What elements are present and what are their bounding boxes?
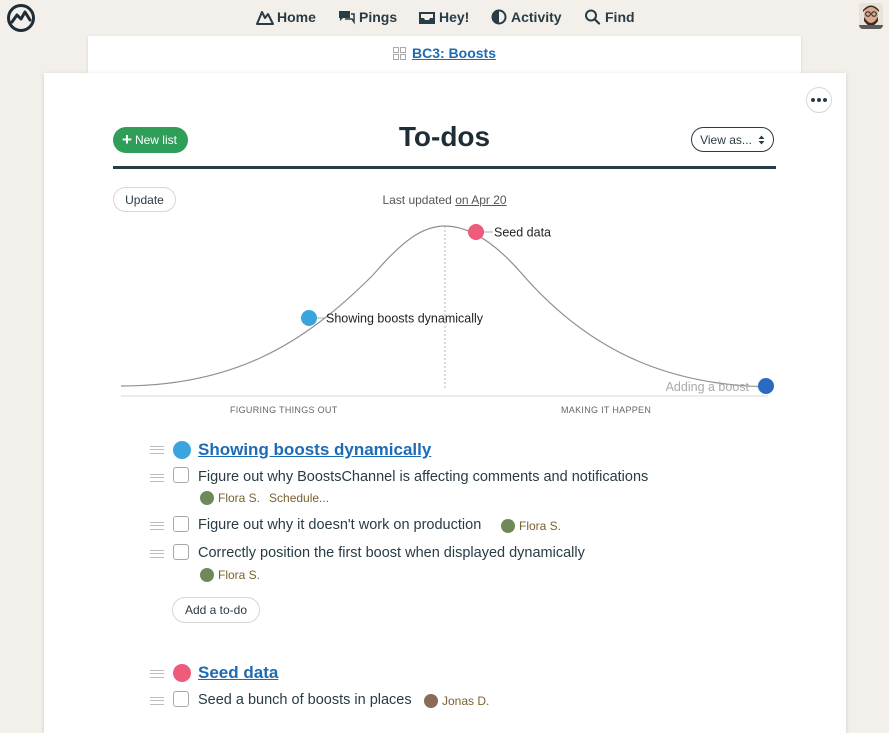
last-updated-prefix: Last updated — [382, 193, 452, 207]
schedule-link[interactable]: Schedule... — [269, 491, 330, 505]
drag-handle-icon[interactable] — [150, 522, 164, 530]
activity-icon — [490, 9, 508, 25]
drag-handle-icon[interactable] — [150, 550, 164, 558]
dot-icon — [823, 98, 827, 102]
todo-meta — [200, 491, 329, 505]
breadcrumb-project-link[interactable]: BC3: Boosts — [411, 45, 496, 61]
todo-meta — [501, 519, 561, 533]
hill-axis-right-label: MAKING IT HAPPEN — [561, 405, 652, 415]
nav-pings[interactable] — [338, 6, 397, 28]
hill-point-dot — [301, 310, 317, 326]
update-label: Update — [125, 192, 164, 207]
hill-point-label: Showing boosts dynamically — [326, 311, 484, 326]
avatar — [424, 694, 438, 708]
list-color-dot — [173, 664, 191, 682]
hill-point-dot — [758, 378, 774, 394]
add-todo-button[interactable] — [172, 597, 260, 623]
breadcrumb — [0, 45, 889, 61]
hill-point[interactable] — [468, 224, 551, 240]
avatar — [200, 568, 214, 582]
nav-hey-label: Hey! — [439, 9, 470, 25]
page-title: To-dos — [398, 121, 491, 152]
chevron-updown-icon — [758, 135, 765, 145]
nav-activity[interactable] — [490, 6, 562, 28]
search-icon — [584, 9, 602, 25]
todo-checkbox[interactable] — [173, 544, 189, 560]
todo-meta — [424, 694, 489, 708]
user-avatar[interactable] — [859, 3, 883, 29]
last-updated — [0, 193, 889, 207]
dot-icon — [811, 98, 815, 102]
hill-point[interactable] — [666, 378, 774, 394]
nav-home-label: Home — [277, 9, 316, 25]
nav-pings-label: Pings — [359, 9, 398, 25]
last-updated-date-link[interactable]: on Apr 20 — [455, 193, 507, 207]
list-color-dot — [173, 441, 191, 459]
home-icon — [256, 9, 274, 25]
todos-card — [44, 73, 846, 733]
hill-axis-left-label: FIGURING THINGS OUT — [230, 405, 338, 415]
todo-checkbox[interactable] — [173, 691, 189, 707]
new-list-label: New list — [134, 133, 177, 147]
hill-point-label: Adding a boost — [665, 380, 749, 394]
top-nav — [0, 6, 889, 28]
drag-handle-icon[interactable] — [150, 474, 164, 482]
assignee-name[interactable]: Flora S. — [519, 519, 562, 533]
todo-text[interactable]: Correctly position the first boost when displayed dynamically — [198, 545, 585, 561]
nav-home[interactable] — [256, 6, 316, 28]
avatar — [200, 491, 214, 505]
view-as-select[interactable] — [691, 127, 774, 152]
title-divider — [113, 166, 776, 169]
nav-hey[interactable] — [418, 6, 469, 28]
grid-icon — [393, 47, 406, 60]
hill-point-label: Seed data — [494, 225, 551, 240]
avatar — [501, 519, 515, 533]
plus-icon: + — [122, 130, 132, 149]
todo-checkbox[interactable] — [173, 516, 189, 532]
assignee-name[interactable]: Jonas D. — [442, 694, 490, 708]
todo-text[interactable]: Seed a bunch of boosts in places — [198, 692, 412, 708]
assignee-name[interactable]: Flora S. — [218, 568, 261, 582]
todo-checkbox[interactable] — [173, 467, 189, 483]
drag-handle-icon[interactable] — [150, 697, 164, 705]
hill-point[interactable] — [301, 310, 484, 326]
todo-text[interactable]: Figure out why BoostsChannel is affecting comments and notifications — [198, 469, 649, 485]
drag-handle-icon[interactable] — [150, 670, 164, 678]
todo-meta — [200, 568, 260, 582]
nav-find[interactable] — [584, 6, 635, 28]
drag-handle-icon[interactable] — [150, 446, 164, 454]
hill-chart — [113, 215, 783, 400]
more-options-button[interactable] — [806, 87, 832, 113]
view-as-label: View as... — [700, 132, 752, 147]
hill-point-dot — [468, 224, 484, 240]
inbox-icon — [418, 9, 436, 25]
assignee-name[interactable]: Flora S. — [218, 491, 261, 505]
list-title-link[interactable]: Seed data — [198, 663, 279, 682]
list-title-link[interactable]: Showing boosts dynamically — [198, 440, 432, 459]
dot-icon — [817, 98, 821, 102]
pings-icon — [338, 9, 356, 25]
todo-text[interactable]: Figure out why it doesn't work on production — [198, 517, 482, 533]
nav-find-label: Find — [605, 9, 635, 25]
nav-activity-label: Activity — [511, 9, 562, 25]
add-todo-label: Add a to-do — [184, 603, 248, 617]
